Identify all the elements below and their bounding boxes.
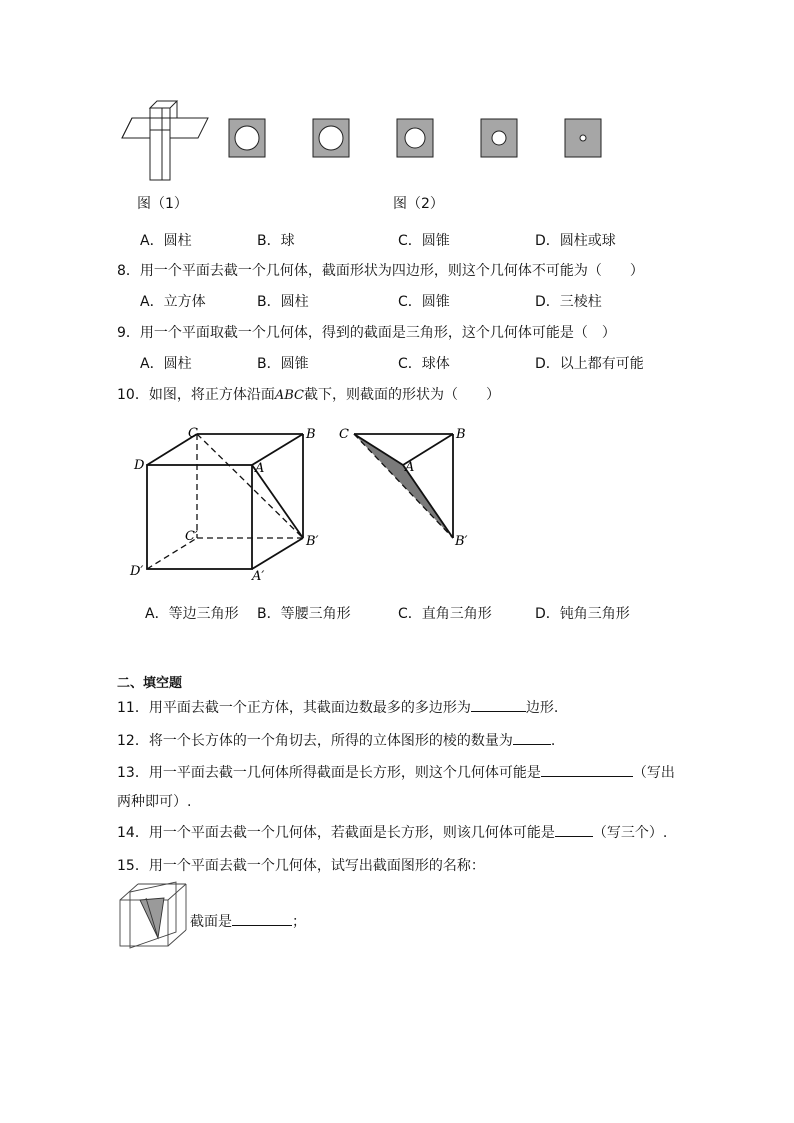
q9-option-d: D．以上都有可能 — [535, 356, 644, 372]
q10-stem: 10．如图，将正方体沿面ABC截下，则截面的形状为（ ） — [117, 387, 500, 403]
cube-label-d-prime: D′ — [130, 564, 144, 579]
cube-label-b-prime: B′ — [306, 534, 319, 549]
q10-option-b: B．等腰三角形 — [257, 606, 351, 622]
q9-stem: 9．用一个平面取截一个几何体，得到的截面是三角形，这个几何体可能是（ ） — [117, 325, 616, 341]
q8-stem: 8．用一个平面去截一个几何体，截面形状为四边形，则这个几何体不可能为（ ） — [117, 263, 644, 279]
section-square-5 — [565, 119, 601, 157]
piece-label-b: B — [456, 427, 466, 442]
q11: 11．用平面去截一个正方体，其截面边数最多的多边形为 边形. — [117, 697, 558, 717]
q15-stem: 15．用一个平面去截一个几何体，试写出截面图形的名称： — [117, 858, 485, 874]
q14-blank[interactable] — [555, 822, 593, 837]
q10-option-d: D．钝角三角形 — [535, 606, 630, 622]
q7-option-a: A．圆柱 — [140, 233, 192, 249]
section-title-fill-in: 二、填空题 — [117, 676, 183, 691]
q9-option-c: C．球体 — [398, 356, 450, 372]
section-square-1 — [229, 119, 265, 157]
q11-blank[interactable] — [471, 697, 526, 712]
figure-2-label: 图（2） — [393, 196, 444, 212]
q13: 13．用一平面去截一几何体所得截面是长方形，则这个几何体可能是 （写出 — [117, 762, 675, 782]
q10-option-c: C．直角三角形 — [398, 606, 492, 622]
q10-option-a: A．等边三角形 — [145, 606, 239, 622]
q13-blank[interactable] — [541, 762, 633, 777]
q15-blank[interactable] — [232, 911, 292, 926]
q9-option-a: A．圆柱 — [140, 356, 192, 372]
figure-1-label: 图（1） — [137, 196, 188, 212]
cube-label-a-prime: A′ — [252, 569, 265, 584]
cube-label-d: D — [134, 458, 145, 473]
figure-1-cylinder-cut — [120, 100, 210, 185]
section-square-4 — [481, 119, 517, 157]
cube-label-c-prime: C′ — [185, 529, 198, 544]
q15-cube-cut-figure — [116, 880, 196, 952]
piece-label-b-prime: B′ — [455, 534, 468, 549]
q13-line2: 两种即可）. — [117, 794, 192, 810]
q7-option-c: C．圆锥 — [398, 233, 450, 249]
q7-option-b: B．球 — [257, 233, 295, 249]
cube-label-c: C — [188, 426, 198, 441]
q12: 12．将一个长方体的一个角切去，所得的立体图形的棱的数量为 . — [117, 730, 555, 750]
section-square-3 — [397, 119, 433, 157]
q10-cube-figure — [128, 425, 328, 585]
q8-option-a: A．立方体 — [140, 294, 206, 310]
q7-option-d: D．圆柱或球 — [535, 233, 616, 249]
q12-blank[interactable] — [513, 730, 551, 745]
q14: 14．用一个平面去截一个几何体，若截面是长方形，则该几何体可能是 （写三个）. — [117, 822, 667, 842]
q10-cut-piece-figure — [335, 425, 475, 555]
section-square-2 — [313, 119, 349, 157]
q15-answer: 截面是 ； — [190, 911, 306, 931]
q8-option-b: B．圆柱 — [257, 294, 309, 310]
piece-label-a: A — [405, 460, 415, 475]
q8-option-c: C．圆锥 — [398, 294, 450, 310]
q8-option-d: D．三棱柱 — [535, 294, 602, 310]
cube-label-b: B — [306, 427, 316, 442]
cube-label-a: A — [255, 461, 265, 476]
q9-option-b: B．圆锥 — [257, 356, 309, 372]
piece-label-c: C — [339, 427, 349, 442]
figure-2-sections — [228, 118, 603, 160]
